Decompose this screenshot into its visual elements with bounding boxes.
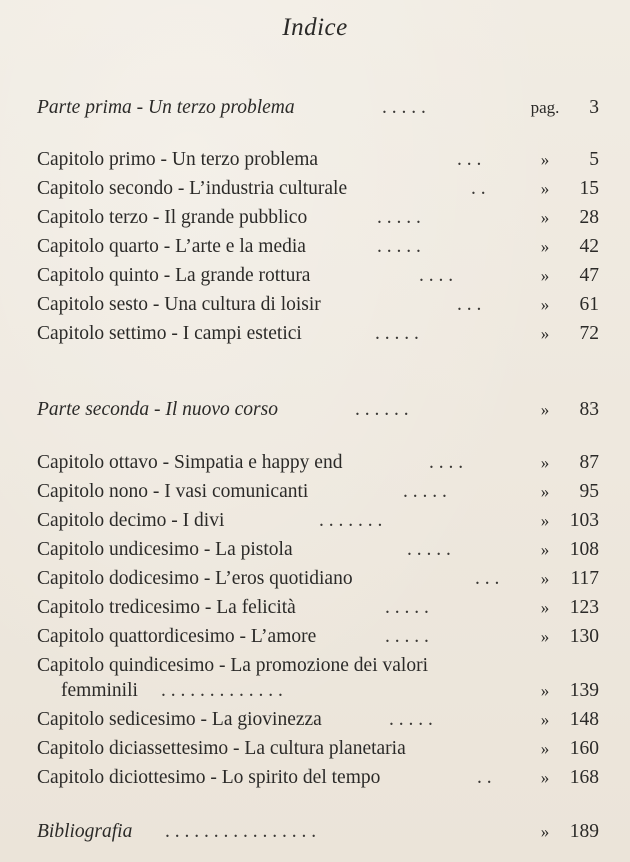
leader-dots: . . . . .	[389, 709, 433, 730]
page-number: 15	[579, 178, 599, 199]
leader-dots: . . . .	[419, 265, 454, 286]
entry-text: Capitolo nono - I vasi comunicanti	[37, 481, 309, 502]
entry-text: Capitolo sesto - Una cultura di loisir	[37, 294, 321, 315]
entry-text: Capitolo decimo - I divi	[37, 510, 225, 531]
page-number: 117	[570, 568, 599, 589]
toc-entry-part-2	[37, 396, 599, 424]
toc-entry-chapter	[37, 291, 599, 319]
toc-entry-chapter	[37, 536, 599, 564]
page-number: 83	[579, 399, 599, 420]
entry-text: Capitolo undicesimo - La pistola	[37, 539, 293, 560]
ditto-mark: »	[540, 400, 550, 419]
ditto-mark: »	[540, 266, 550, 285]
page-number: 189	[569, 821, 599, 842]
toc-entry-chapter	[37, 507, 599, 535]
page-number: 103	[569, 510, 599, 531]
page-number: 42	[579, 236, 599, 257]
toc-entry-chapter	[37, 146, 599, 174]
page-prefix: pag.	[530, 98, 560, 117]
entry-text: Parte seconda - Il nuovo corso	[37, 399, 278, 420]
leader-dots: . . . . .	[407, 539, 451, 560]
ditto-mark: »	[540, 598, 550, 617]
ditto-mark: »	[540, 237, 550, 256]
leader-dots: . .	[471, 178, 486, 199]
ditto-mark: »	[540, 710, 550, 729]
ditto-mark: »	[540, 324, 550, 343]
entry-text: Capitolo diciottesimo - Lo spirito del tempo	[37, 767, 381, 788]
page-number: 28	[579, 207, 599, 228]
entry-text: Capitolo tredicesimo - La felicità	[37, 597, 296, 618]
toc-entry-chapter	[37, 175, 599, 203]
entry-text: Capitolo sedicesimo - La giovinezza	[37, 709, 322, 730]
entry-text: Capitolo primo - Un terzo problema	[37, 149, 319, 170]
ditto-mark: »	[540, 681, 550, 700]
ditto-mark: »	[540, 150, 550, 169]
entry-text: Capitolo ottavo - Simpatia e happy end	[37, 452, 343, 473]
ditto-mark: »	[540, 511, 550, 530]
toc-entry-part-1	[37, 94, 599, 122]
ditto-mark: »	[540, 179, 550, 198]
leader-dots: . . . . .	[385, 597, 429, 618]
leader-dots: . . . . . .	[355, 399, 409, 420]
leader-dots: . . .	[457, 294, 482, 315]
toc-entry-chapter	[37, 204, 599, 232]
entry-text: Capitolo quindicesimo - La promozione dei valori	[37, 655, 428, 676]
page-title: Indice	[282, 14, 348, 41]
ditto-mark: »	[540, 482, 550, 501]
leader-dots: . . . . .	[382, 97, 426, 118]
toc-entry-bibliography	[37, 818, 599, 846]
leader-dots: . . . . .	[385, 626, 429, 647]
ditto-mark: »	[540, 540, 550, 559]
ditto-mark: »	[540, 453, 550, 472]
leader-dots: . . . . .	[377, 207, 421, 228]
ditto-mark: »	[540, 627, 550, 646]
entry-text: Capitolo terzo - Il grande pubblico	[37, 207, 308, 228]
page-number: 123	[569, 597, 599, 618]
page-number: 130	[569, 626, 599, 647]
leader-dots: . . . . .	[377, 236, 421, 257]
page-number: 61	[579, 294, 599, 315]
entry-text: Capitolo diciassettesimo - La cultura planetaria	[37, 738, 406, 759]
ditto-mark: »	[540, 569, 550, 588]
page-number: 95	[579, 481, 599, 502]
toc-entry-chapter	[37, 449, 599, 477]
page-number: 72	[579, 323, 599, 344]
toc-entry-chapter	[37, 262, 599, 290]
entry-text: Capitolo settimo - I campi estetici	[37, 323, 302, 344]
page-number: 5	[589, 149, 599, 170]
entry-text: Bibliografia	[37, 821, 133, 842]
entry-text: Parte prima - Un terzo problema	[37, 97, 295, 118]
entry-text: Capitolo quinto - La grande rottura	[37, 265, 311, 286]
ditto-mark: »	[540, 739, 550, 758]
leader-dots: . . . . . . .	[319, 510, 383, 531]
page-number: 168	[569, 767, 599, 788]
page-number: 160	[569, 738, 599, 759]
toc-entry-chapter	[37, 478, 599, 506]
toc-entry-chapter	[37, 735, 599, 763]
ditto-mark: »	[540, 208, 550, 227]
leader-dots: . . . . .	[403, 481, 447, 502]
toc-entry-chapter	[37, 320, 599, 348]
page-number: 148	[569, 709, 599, 730]
toc-entry-chapter	[37, 565, 599, 593]
leader-dots: . . . . .	[375, 323, 419, 344]
page-number: 108	[569, 539, 599, 560]
toc-entry-chapter-15-line-2	[37, 677, 599, 705]
entry-text: Capitolo secondo - L’industria culturale	[37, 178, 348, 199]
leader-dots: . .	[477, 767, 492, 788]
toc-entry-chapter-15-line-1	[37, 652, 599, 680]
ditto-mark: »	[540, 822, 550, 841]
ditto-mark: »	[540, 295, 550, 314]
toc-entry-chapter	[37, 764, 599, 792]
toc-entry-chapter	[37, 623, 599, 651]
entry-text: Capitolo dodicesimo - L’eros quotidiano	[37, 568, 353, 589]
ditto-mark: »	[540, 768, 550, 787]
toc-entry-chapter	[37, 594, 599, 622]
leader-dots: . . .	[475, 568, 500, 589]
page-number: 3	[589, 97, 599, 118]
entry-text-continued: femminili	[61, 680, 138, 701]
page-number: 47	[579, 265, 599, 286]
entry-text: Capitolo quarto - L’arte e la media	[37, 236, 306, 257]
leader-dots: . . . . . . . . . . . . . . . .	[165, 821, 317, 842]
toc-entry-chapter	[37, 233, 599, 261]
leader-dots: . . . . . . . . . . . . .	[161, 680, 283, 701]
page-number: 139	[569, 680, 599, 701]
leader-dots: . . .	[457, 149, 482, 170]
page-number: 87	[579, 452, 599, 473]
leader-dots: . . . .	[429, 452, 464, 473]
entry-text: Capitolo quattordicesimo - L’amore	[37, 626, 317, 647]
toc-entry-chapter	[37, 706, 599, 734]
